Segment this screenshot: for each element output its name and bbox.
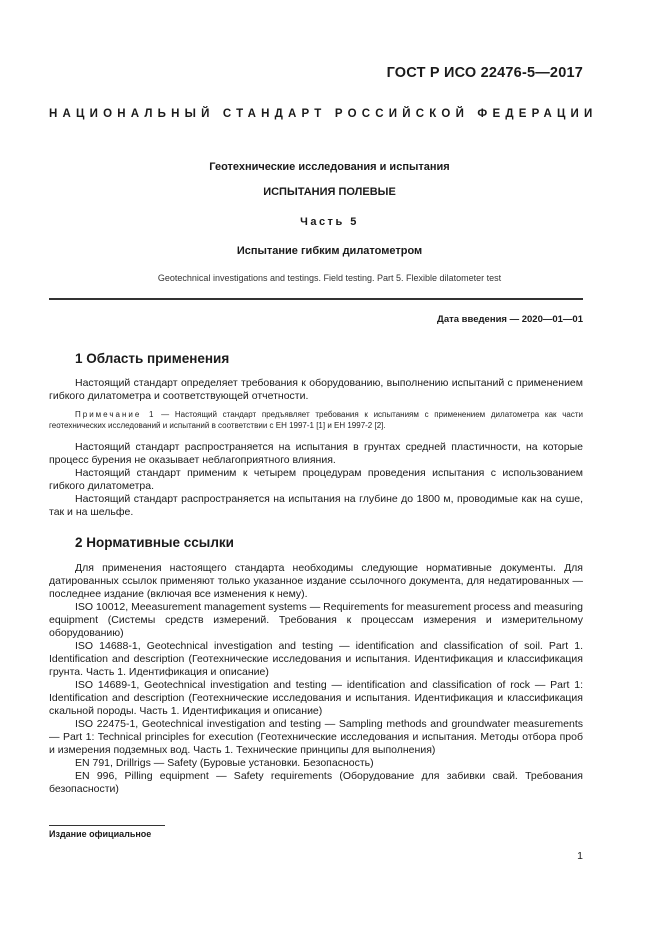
national-standard-heading: НАЦИОНАЛЬНЫЙ СТАНДАРТ РОССИЙСКОЙ ФЕДЕРАЦИИ: [49, 108, 598, 120]
note-text: — Настоящий стандарт предъявляет требования к испытаниям с применением дилатометра как части геотехнических исследований и испытаний в соответствии с ЕН 1997-1 [1] и ЕН 1997-2 [2].: [49, 410, 584, 430]
section-2-title: 2 Нормативные ссылки: [75, 535, 234, 550]
section-1-paragraph-1: Настоящий стандарт определяет требования к оборудованию, выполнению испытаний с применением гибкого дилатометра и соответствующей отчетности.: [49, 377, 583, 402]
header-divider: [49, 298, 583, 300]
document-number: ГОСТ Р ИСО 22476-5—2017: [386, 65, 583, 81]
note-label: Примечание 1: [75, 410, 156, 419]
note-1: [49, 409, 583, 431]
reference-iso-14688-1: ISO 14688-1, Geotechnical investigation and testing — identification and classification of soil. Part 1. Identification and description (Геотехнические исследования и испытания. Идентификация и классификация грунта. Часть 1. Идентификация и описание): [49, 640, 583, 678]
section-2-paragraph-1: Для применения настоящего стандарта необходимы следующие нормативные документы. Для датированных ссылок применяют только указанное издание ссылочного документа, для недатированных — последнее издание (включая все изменения к нему).: [49, 562, 583, 600]
section-1-paragraph-2: Настоящий стандарт распространяется на испытания в грунтах средней пластичности, на которые процесс бурения не оказывает неблагоприятного влияния.: [49, 441, 583, 466]
page-number: 1: [577, 850, 583, 862]
english-title: Geotechnical investigations and testings. Field testing. Part 5. Flexible dilatometer test: [157, 273, 502, 283]
reference-iso-14689-1: ISO 14689-1, Geotechnical investigation and testing — identification and classification of rock — Part 1: Identification and description (Геотехнические исследования и испытания. Идентификация и классификация скальной породы. Часть 1. Идентификация и описание): [49, 679, 583, 717]
document-subtitle: Испытание гибким дилатометром: [236, 245, 423, 257]
official-edition-label: Издание официальное: [49, 829, 152, 839]
introduction-date: Дата введения — 2020—01—01: [437, 314, 583, 325]
section-1-title: 1 Область применения: [75, 351, 230, 366]
reference-en-996: EN 996, Pilling equipment — Safety requirements (Оборудование для забивки свай. Требования безопасности): [49, 770, 583, 795]
reference-iso-10012: ISO 10012, Meeasurement management systems — Requirements for measurement process and measuring equipment (Системы средств измерений. Требования к процессам измерения и измерительному оборудованию): [49, 601, 583, 639]
title-line-2: ИСПЫТАНИЯ ПОЛЕВЫЕ: [263, 186, 396, 198]
section-1-paragraph-4: Настоящий стандарт распространяется на испытания на глубине до 1800 м, проводимые как на суше, так и на шельфе.: [49, 493, 583, 518]
part-label: Часть 5: [300, 216, 359, 228]
reference-en-791: EN 791, Drillrigs — Safety (Буровые установки. Безопасность): [75, 757, 374, 769]
footer-divider: [49, 825, 165, 826]
reference-iso-22475-1: ISO 22475-1, Geotechnical investigation and testing — Sampling methods and groundwater measurements — Part 1: Technical principles for execution (Геотехнические исследования и испытания. Методы отбора проб и измерения подземных вод. Часть 1. Технические принципы для выполнения): [49, 718, 583, 756]
title-line-1: Геотехнические исследования и испытания: [209, 161, 450, 173]
section-1-paragraph-3: Настоящий стандарт применим к четырем процедурам проведения испытания с использованием гибкого дилатометра.: [49, 467, 583, 492]
